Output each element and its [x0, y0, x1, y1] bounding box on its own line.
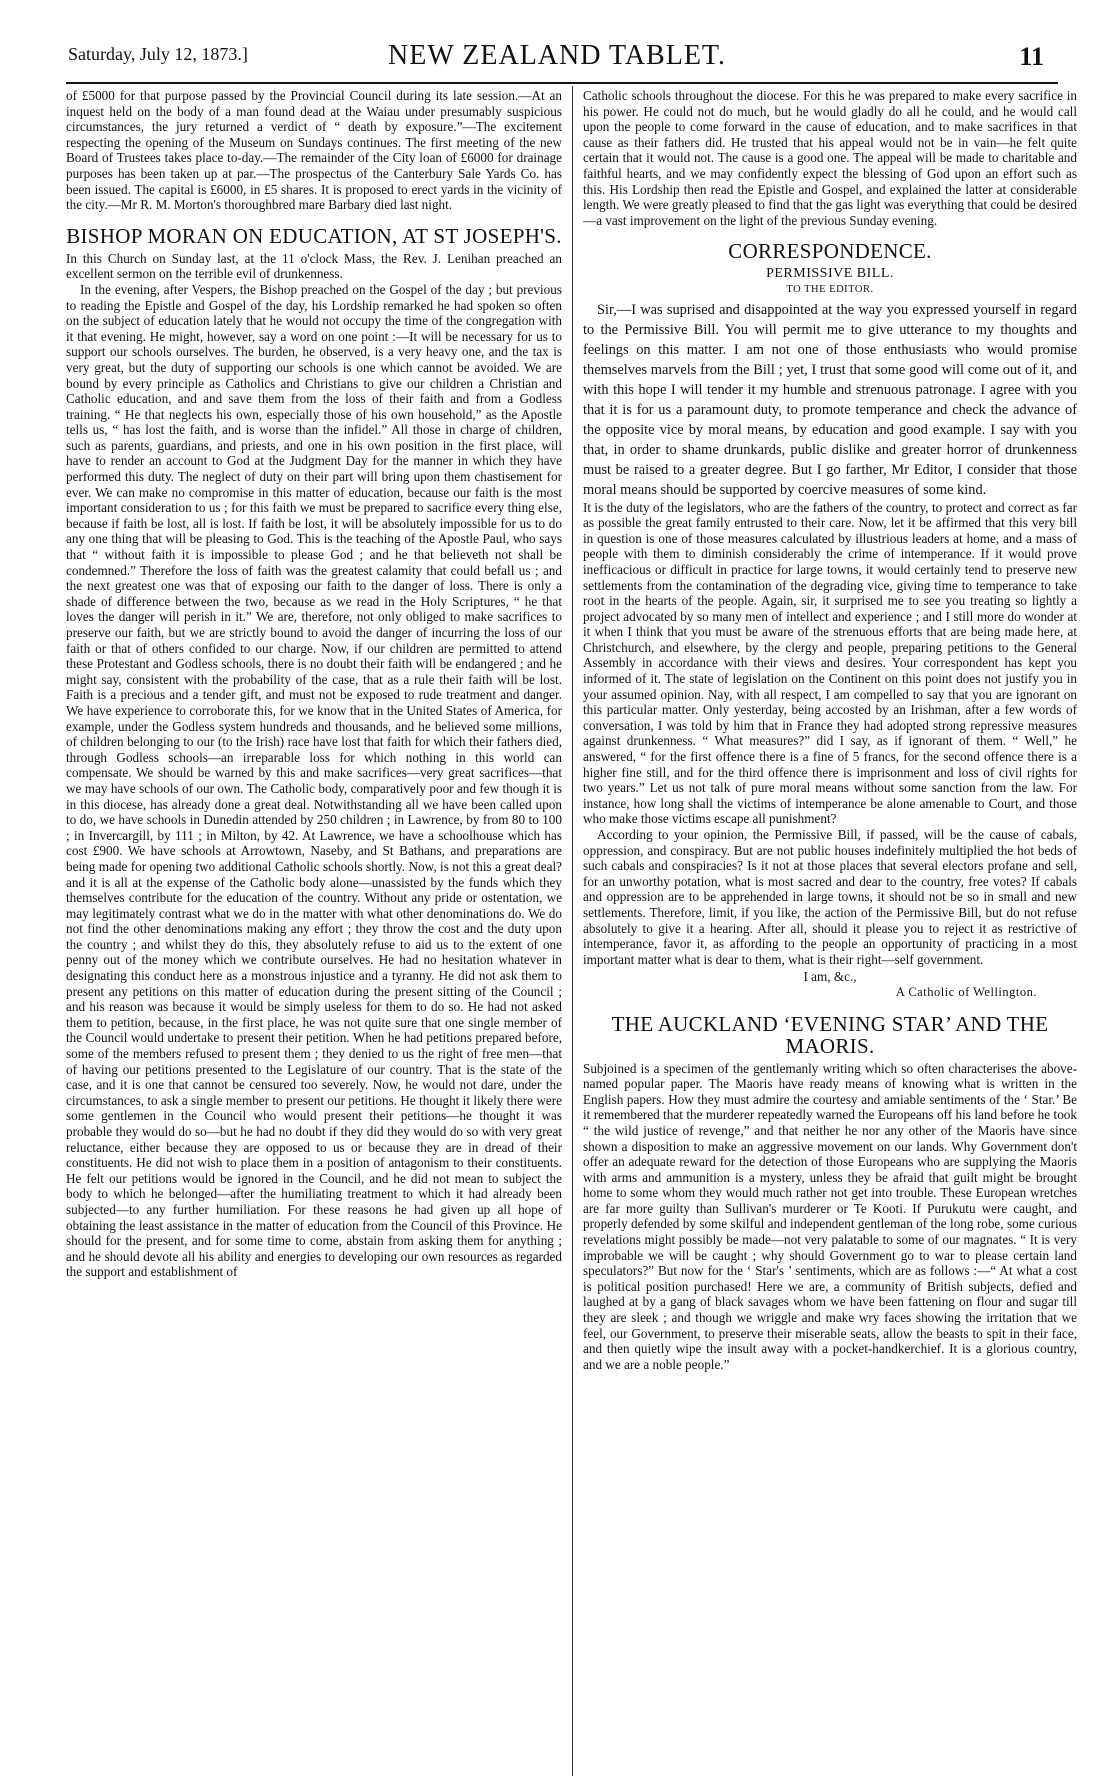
auckland-article-paragraph: Subjoined is a specimen of the gentlemanly writing which so often characterises the above-named popular paper. The Maoris have ready means of knowing what is written in the English papers. How they must admire the courtesy and amiable sentiments of the ‘ Star.’ Be it remembered that the murderer repeatedly warned the Europeans off his land before he took “ the wild justice of revenge,” and that neither he nor any other of the Maoris have since shown a disposition to make an aggressive movement on our lands. Why Government don't offer an adequate reward for the detection of those Europeans who are supplying the Maoris with arms and ammunition is a mystery, unless they be afraid that guilt might be brought home to some whom they would much rather not get into trouble. These European wretches are far more guilty than Sullivan's murderer or Te Kooti. If Purukutu were caught, and properly defended by some skilful and independent gentleman of the long robe, some curious revelations might possibly be made—not very palatable to some of our magnates. “ It is very improbable we will be caught ; why should Government go to war to please certain land speculators?” But now for the ‘ Star's ’ sentiments, which are as follows :—“ At what a cost is political position purchased! Here we are, a community of British subjects, defied and laughed at by a gang of black savages whom we have been fattening on flour and sugar till they are sleek ; and though we wriggle and make wry faces showing the irritation that we feel, our Government, to preserve their miserable seats, allow the beasts to spit in their face, and then quietly wipe the insult away with a pocket-handkerchief. It is a glorious country, and we are a noble people.”	[583, 1060, 1077, 1372]
letter-signature: A Catholic of Wellington.	[895, 984, 1037, 999]
bishop-moran-heading: BISHOP MORAN ON EDUCATION, AT ST JOSEPH'S.	[66, 223, 562, 248]
correspondence-heading: CORRESPONDENCE.	[728, 239, 932, 264]
to-the-editor-label: TO THE EDITOR.	[786, 283, 874, 295]
letter-paragraph-1b: It is the duty of the legislators, who are the fathers of the country, to protect and correct as far as possible the great family entrusted to their care. Now, let it be affirmed that this very bill in question is one of those measures calculated by illustrious leaders at home, and a mass of people with them to diminish considerably the crime of intemperance. If it would prove inefficacious or difficult in practice for large towns, it would certainly tend to preserve new settlements from the contamination of the degrading vice, giving time to temperance to take root in the hearts of the people. Again, sir, it surprised me to see you treating so lightly a project advocated by so many men of intellect and experience ; and I still more do wonder at it when I think that you must be aware of the strenuous efforts that are being made here, at Christchurch, and elsewhere, by the clergy and people, preparing petitions to the General Assembly in accordance with their views and desires. Your correspondent has kept you informed of it. The state of legislation on the Continent on this point does not justify you in your assumed opinion. Nay, with all respect, I am compelled to say that you are ignorant on this particular matter. Only yesterday, being accosted by an Irishman, after a few words of conversation, I was told by him that in France they had adopted strong repressive measures against drunkenness. “ What measures?” did I say, as if ignorant of them. “ Well,” he answered, “ for the first offence there is a fine of 5 francs, for the second offence there is a higher fine still, and for the third offence there is imprisonment and loss of civil rights for two years.” Let us not talk of pure moral means without some sanction from the law. For instance, how long shall the victims of intemperance be alone amenable to Court, and those who make those victims escape all punishment?	[583, 499, 1077, 827]
letter-paragraph-2: According to your opinion, the Permissive Bill, if passed, will be the cause of cabals, oppression, and conspiracy. But are not public houses indefinitely multiplied the hot beds of such cabals and conspiracies? Is it not at those places that several electors profane and sell, for an unworthy potation, what is most sacred and dear to the country, free votes? If cabals and oppression are to be apprehended in large towns, it should not be so in small and new settlements. Therefore, limit, if you like, the action of the Permissive Bill, but do not refuse absolutely to give it a hearing. After all, should it please you to reject it as restrictive of intemperance, favor it, as affording to the people an opportunity of practicing in a most important matter what is dear to them, what is their right—self government.	[583, 827, 1077, 967]
issue-date: Saturday, July 12, 1873.]	[68, 44, 248, 64]
header-rule	[66, 82, 1058, 84]
bishop-article-paragraph-1: In this Church on Sunday last, at the 11 o'clock Mass, the Rev. J. Lenihan preached an excellent sermon on the terrible evil of drunkenness.	[66, 250, 562, 282]
masthead	[40, 40, 1074, 80]
letter-paragraph-1: Sir,—I was suprised and disappointed at the way you expressed yourself in regard to the Permissive Bill. You will permit me to give utterance to my thoughts and feelings on this matter. I am not one of those enthusiasts who would promise themselves marvels from the Bill ; yet, I trust that some good will come out of it, and with this hope I will tender it my humble and strenuous patronage. I agree with you that it is for us a paramount duty, to promote temperance and check the advance of the opposite vice by moral means, by education and good example. I say with you that, in order to shame drunkards, public dislike and greater horror of drunkenness must be raised to a greater degree. But I go farther, Mr Editor, I consider that those moral means should be supported by coercive measures of some kind.	[583, 301, 1077, 498]
permissive-bill-subheading: PERMISSIVE BILL.	[766, 266, 894, 282]
news-summary-paragraph: of £5000 for that purpose passed by the Provincial Council during its late session.—At an inquest held on the body of a man found dead at the Waiau under presumably suspicious circumstances, the jury returned a verdict of “ death by exposure.”—The excitement respecting the opening of the Museum on Sundays continues. The first meeting of the new Board of Trustees takes place to-day.—The remainder of the City loan of £6000 for drainage purposes has been taken up at par.—The prospectus of the Canterbury Sale Yards Co. has been issued. The capital is £6000, in £5 shares. It is proposed to erect yards in the vicinity of the city.—Mr R. M. Morton's thoroughbred mare Barbary died last night.	[66, 88, 562, 213]
bishop-article-paragraph-2: In the evening, after Vespers, the Bishop preached on the Gospel of the day ; but previous to reading the Epistle and Gospel of the day, his Lordship remarked he had spoken so often on the subject of education lately that he would not occupy the time of the congregation with it that evening. He might, however, say a word on one point :—It will be necessary for us to support our schools ourselves. The burden, he observed, is a very heavy one, and the tax is very great, but the duty of supporting our schools is one which cannot be avoided. We are bound by every principle as Catholics and Christians to give our children a Christian and Catholic education, and and save them from the loss of their faith and from a Godless training. “ He that neglects his own, especially those of his own household,” as the Apostle tells us, “ has lost the faith, and is worse than the infidel.” All those in charge of children, such as parents, guardians, and priests, and one in his own position in the first place, will have to render an account to God at the Judgment Day for the manner in which they have performed this duty. The neglect of duty on their part will bring upon them chastisement for ever. We can make no compromise in this matter of education, because our faith is the most important consideration to us ; for this faith we must be prepared to sacrifice every thing else, because if faith be lost, all is lost. If faith be lost, it will be absolutely impossible for us to do any one thing that will be pleasing to God. This is the teaching of the Apostle Paul, who says that “ without faith it is impossible to please God ; and he that believeth not shall be condemned.” Therefore the loss of faith was the greatest calamity that could befall us ; and the next greatest one was that of exposing our faith to the danger of loss. There is only a shade of difference between the two, because as we read in the Holy Scriptures, “ he that loves the danger will perish in it.” We are, therefore, not only obliged to make sacrifices to preserve our faith, but we are strictly bound to avoid the danger of incurring the loss of our faith or that of others confided to our charge. Now, if our children are permitted to attend these Protestant and Godless schools, there is no doubt their faith will be endangered ; and he might say, consistent with the probability of the case, that as a rule their faith will be lost. Faith is a precious and a tender gift, and must not be exposed to rude treatment and danger. We have experience to corroborate this, for we know that in the United States of America, for example, under the Godless system hundreds and thousands, and he believed some millions, of children belonging to our (to the Irish) race have lost that faith for which their fathers died, through Godless schools—an irreparable loss for which nothing in this world can compensate. We should be warned by this and make sacrifices—very great sacrifices—that we may have schools of our own. The Catholic body, comparatively poor and few though it is in this diocese, has already done a great deal. Notwithstanding all we have been called upon to do, we have schools in Dunedin attended by 250 children ; in Lawrence, by from 80 to 100 ; in Invercargill, by 111 ; in Milton, by 42. At Lawrence, we have a schoolhouse which has cost £900. We have schools at Arrowtown, Naseby, and St Bathans, and preparations are being made for opening two additional Catholic schools shortly. Now, is not this a great deal? and it is all at the expense of the Catholic body alone—unassisted by the funds which they themselves contribute for the education of the country. Without any pride or ostentation, we may legitimately contrast what we do in the matter with what other denominations do. We do not find the other denominations making any effort ; they throw the cost and the duty upon the country ; and whilst they do this, they absolutely refuse to aid us to the extent of one penny out of the money which we contribute ourselves. He had no hesitation whatever in designating this conduct here as a monstrous injustice and a tyranny. He did not ask them to present any petitions on this matter of education during the present sitting of the Council ; and his reason was because it would be simply useless for them to do so. He had not asked them to petition, because, in the first place, he was not quite sure that one single member of the Council would undertake to present their petition. When he had petitions prepared before, some of the members refused to present them ; they denied to us the right of free men—that of having our petitions presented to the Legislature of our country. That is the state of the case, and it is one that cannot be censured too severely. Now, he would not dare, under the circumstances, to ask a single member to present our petitions. He thought it likely there were some gentlemen in the Council who would present their petitions—he thought it was probable they would do so—but he had no doubt if they did they would do so with very great reluctance, either because they are opposed to us or because they are in dread of their constituents. He did not wish to place them in a position of antagonism to their constituents. He felt our petitions would be ignored in the Council, and he did not mean to subject the body to which he belonged—after the humiliating treatment to which it had already been subjected—to any further humiliation. For these reasons he had given up all hope of obtaining the least assistance in the matter of education from the Council of this Province. He should for the present, and for some time to come, abstain from asking them for anything ; and he should devote all his ability and energies to developing our own resources as regarded the support and establishment of	[66, 281, 562, 1280]
left-column	[66, 88, 562, 1778]
right-column	[583, 88, 1077, 1778]
auckland-evening-star-heading: THE AUCKLAND ‘EVENING STAR’ AND THE MAORIS.	[611, 1011, 1049, 1058]
page-number: 11	[1019, 42, 1044, 71]
column-divider	[572, 86, 573, 1776]
letter-sign-off: I am, &c.,	[803, 969, 857, 985]
newspaper-title: NEW ZEALAND TABLET.	[388, 40, 726, 71]
bishop-article-continuation: Catholic schools throughout the diocese. For this he was prepared to make every sacrifice in his power. He could not do much, but he would gladly do all he could, and he would call upon the people to come forward in the cause of education, and to make sacrifices in that cause as their fathers did. He trusted that his appeal would not be in vain—he felt quite certain that it would not. The cause is a good one. The appeal will be made to charitable and faithful hearts, and we may confidently expect the blessing of God upon an effort such as this. His Lordship then read the Epistle and Gospel, and explained the latter at considerable length. We were greatly pleased to find that the gas light was everything that could be desired—a vast improvement on the light of the previous Sunday evening.	[583, 88, 1077, 228]
